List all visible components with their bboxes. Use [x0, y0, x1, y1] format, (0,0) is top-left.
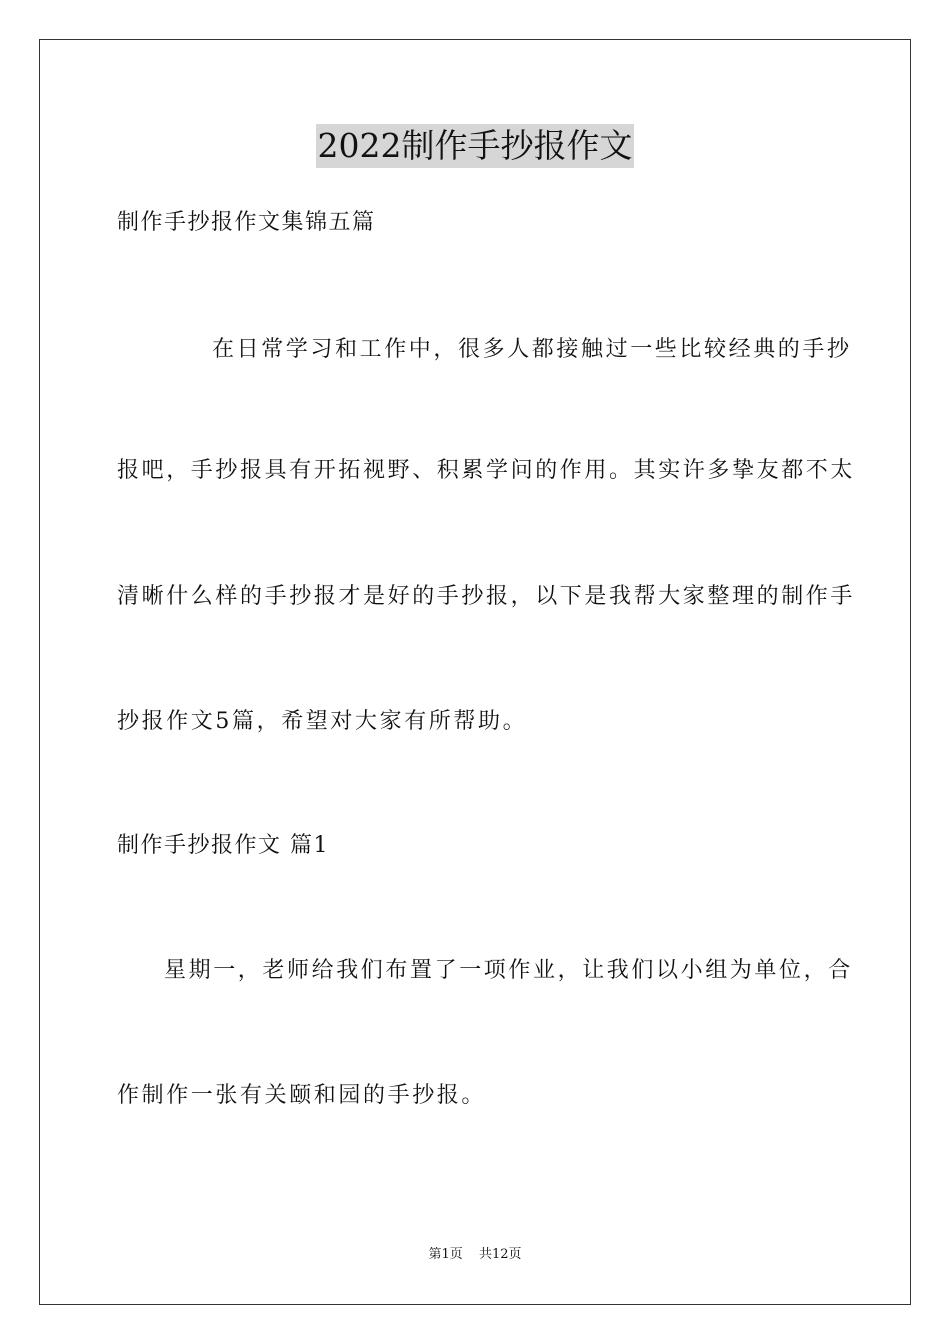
intro-line-3: 清晰什么样的手抄报才是好的手抄报，以下是我帮大家整理的制作手 [117, 584, 856, 609]
intro-line-2: 报吧，手抄报具有开拓视野、积累学问的作用。其实许多挚友都不太 [117, 458, 856, 483]
section-line-2: 作制作一张有关颐和园的手抄报。 [117, 1083, 487, 1108]
section-line-1: 星期一，老师给我们布置了一项作业，让我们以小组为单位，合 [164, 958, 853, 983]
section-heading: 制作手抄报作文 篇1 [117, 833, 329, 858]
page-footer [0, 1246, 950, 1264]
document-title: 2022制作手抄报作文 [316, 124, 635, 168]
intro-line-4: 抄报作文5篇，希望对大家有所帮助。 [117, 709, 528, 734]
intro-line-1: 在日常学习和工作中，很多人都接触过一些比较经典的手抄 [212, 337, 852, 362]
page-total: 共12页 [478, 1247, 522, 1262]
page-number: 第1页 [428, 1247, 463, 1262]
document-subtitle: 制作手抄报作文集锦五篇 [117, 210, 376, 235]
title-container [0, 124, 950, 168]
